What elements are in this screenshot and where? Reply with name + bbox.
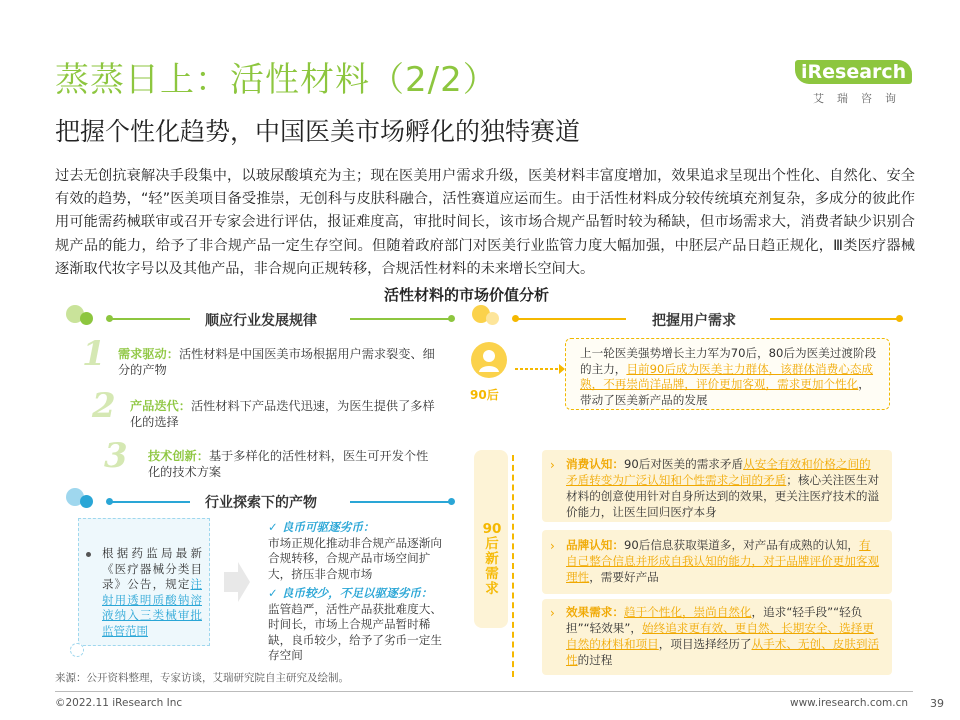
intro-paragraph: 过去无创抗衰解决手段集中，以玻尿酸填充为主；现在医美用户需求升级，医美材料丰富度增加，效果追求呈现出个性化、自然化、安全有效的趋势，“轻”医美项目备受推崇，无创科与皮肤科融合，活性赛道应运而生。由于活性材料成分较传统填充剂复杂，多成分的彼此作用可能需药械联审或召开专家会进行评估，报证难度高，审批时间长，该市场合规产品暂时较为稀缺，但市场需求大，消费者缺少识别合规产品的能力，给予了非合规产品一定生存空间。但随着政府部门对医美行业监管力度大幅加强，中胚层产品日趋正规化，Ⅲ类医疗器械逐渐取代妆字号以及其他产品，非合规向正规转移，合规活性材料的未来增长空间大。	[55, 168, 915, 277]
age-label: 90后	[470, 388, 499, 402]
divider	[770, 318, 898, 320]
divider-dot	[106, 498, 113, 505]
subitem-good-money: ✓ 良币可驱逐劣币： 市场正规化推动非合规产品逐渐向合规转移，合规产品市场空间扩大，挤压非合规市场	[268, 520, 442, 581]
section-title-industry: 顺应行业发展规律	[205, 313, 317, 329]
need-highlight: 有自己整合信息并形成自我认知的能力，对于品牌评价更加客观理性	[566, 538, 880, 584]
copyright: ©2022.11 iResearch Inc	[55, 697, 183, 709]
need-text-b: ，追求“轻手段”“轻负担”“轻效果”，	[566, 605, 863, 635]
yellow-dots-icon	[472, 305, 506, 329]
iresearch-logo	[795, 60, 907, 108]
need-text-b: ；核心关注医生对材料的创意使用针对自身所达到的效果，更关注医疗技术的溢价能力，让医生回归医疗本身	[566, 473, 880, 519]
list-item	[148, 448, 438, 480]
generation-highlight: 目前90后成为医美主力群体，该群体消费心态成熟，不再崇尚洋品牌，评价更加客观，需求更加个性化	[580, 361, 874, 391]
chevron-right-icon: ›	[550, 539, 555, 553]
regulation-text-a: 根据药监局最新《医疗器械分类目录》公告，规定	[102, 546, 202, 591]
divider-dot	[448, 498, 455, 505]
need-text-c: ，项目选择经历了	[658, 637, 752, 651]
generation-text-a: 上一轮医美强势增长主力军为70后，80后为医美过渡阶段的主力，	[580, 346, 877, 376]
arrow-right-icon	[224, 562, 250, 602]
divider	[350, 318, 450, 320]
generation-text	[580, 346, 880, 408]
new-needs-label: 90后新需求	[482, 521, 502, 597]
logo-text: iResearch	[795, 60, 912, 84]
item-label: 需求驱动：	[118, 347, 179, 361]
need-text-b: ，需要好产品	[589, 570, 659, 584]
divider	[516, 318, 626, 320]
item-label: 产品迭代：	[130, 399, 191, 413]
need-text	[566, 537, 882, 585]
connector-arrow-icon	[515, 362, 565, 376]
item-text: 基于多样化的活性材料，医生可开发个性化的技术方案	[148, 449, 429, 479]
chevron-right-icon: ›	[550, 458, 555, 472]
regulation-highlight: 注射用透明质酸钠溶液纳入三类械审批监管范围	[102, 577, 202, 638]
user-avatar-icon	[471, 342, 507, 378]
subitem-label: 良币可驱逐劣币：	[281, 520, 375, 534]
blue-dots-icon	[66, 488, 100, 512]
need-highlight: 始终追求更有效、更自然、长期安全、选择更自然的材料和项目	[566, 621, 874, 651]
divider-dot	[106, 315, 113, 322]
need-text	[566, 456, 882, 520]
item-label: 技术创新：	[148, 449, 209, 463]
corner-dot-icon	[70, 643, 84, 657]
website-link[interactable]: www.iresearch.com.cn	[790, 697, 909, 709]
need-text-a: 90后对医美的需求矛盾	[623, 457, 744, 471]
need-highlight: 趋于个性化，崇尚自然化	[623, 605, 752, 619]
item-text: 活性材料下产品迭代迅速，为医生提供了多样化的选择	[130, 399, 435, 429]
divider-dot	[512, 315, 519, 322]
subitem-text: 市场正规化推动非合规产品逐渐向合规转移，合规产品市场空间扩大，挤压非合规市场	[268, 535, 442, 581]
section-title-exploration: 行业探索下的产物	[205, 495, 317, 511]
need-highlight: 从安全有效和价格之间的矛盾转变为广泛认知和个性需求之间的矛盾	[566, 457, 871, 487]
regulation-text	[102, 546, 202, 639]
green-dots-icon	[66, 305, 100, 329]
page-number: 39	[930, 697, 944, 710]
divider	[110, 318, 190, 320]
need-highlight: 从手术、无创、皮肤到活性	[566, 637, 880, 667]
bullet-icon	[86, 552, 91, 557]
section-title-user-needs: 把握用户需求	[652, 313, 736, 329]
logo-cn-text: 艾瑞咨询	[813, 92, 909, 105]
bracket-line	[512, 455, 516, 677]
divider	[110, 501, 190, 503]
analysis-title: 活性材料的市场价值分析	[380, 284, 553, 305]
item-number: 1	[82, 334, 106, 374]
list-item	[118, 346, 438, 378]
source-note: 来源：公开资料整理，专家访谈，艾瑞研究院自主研究及绘制。	[55, 672, 349, 684]
page-subtitle: 把握个性化趋势，中国医美市场孵化的独特赛道	[55, 117, 581, 146]
page-title: 蒸蒸日上：活性材料（2/2）	[55, 60, 498, 100]
subitem-bad-money: ✓ 良币较少，不足以驱逐劣币： 监管趋严，活性产品获批难度大、时间长，市场上合规产品暂时稀缺，良币较少，给予了劣币一定生存空间	[268, 586, 442, 662]
need-label: 品牌认知：	[566, 538, 624, 552]
divider-dot	[448, 315, 455, 322]
need-label: 消费认知：	[566, 457, 624, 471]
divider-dot	[896, 315, 903, 322]
need-text	[566, 604, 882, 668]
footer-divider	[55, 691, 913, 692]
item-number: 2	[92, 386, 116, 426]
chevron-right-icon: ›	[550, 606, 555, 620]
item-number: 3	[104, 436, 128, 476]
subitem-text: 监管趋严，活性产品获批难度大、时间长，市场上合规产品暂时稀缺，良币较少，给予了劣币一定生存空间	[268, 601, 442, 662]
need-text-d: 的过程	[577, 653, 613, 667]
need-label: 效果需求：	[566, 605, 624, 619]
item-text: 活性材料是中国医美市场根据用户需求裂变、细分的产物	[118, 347, 435, 377]
generation-text-b: ，带动了医美新产品的发展	[580, 377, 870, 407]
need-text-a: 90后信息获取渠道多，对产品有成熟的认知，	[623, 538, 860, 552]
divider	[350, 501, 450, 503]
list-item	[130, 398, 440, 430]
subitem-label: 良币较少，不足以驱逐劣币：	[281, 586, 433, 600]
